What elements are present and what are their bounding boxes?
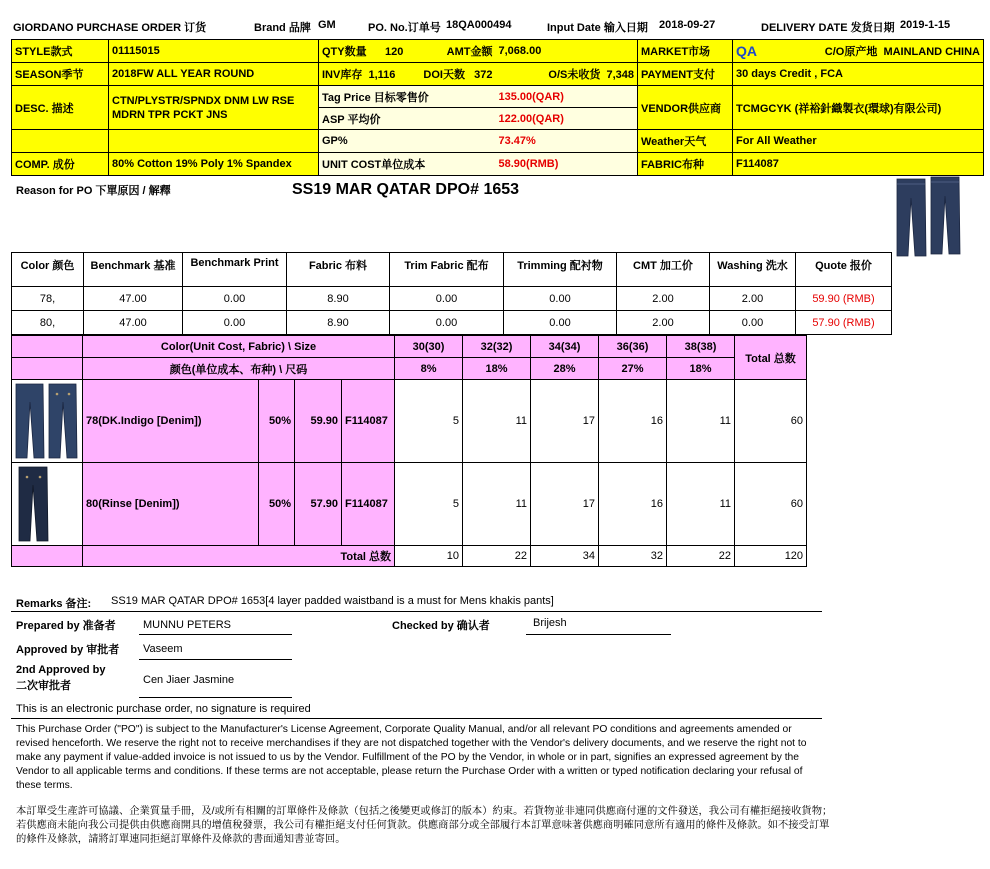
row-78-qty-32: 11 (463, 380, 531, 463)
row-80-pct: 50% (259, 463, 295, 546)
terms-divider (11, 718, 822, 719)
size-ratio-34: 28% (531, 358, 599, 380)
style-value: 01115015 (109, 40, 319, 63)
size-ratio-36: 27% (599, 358, 667, 380)
row-78-color: 78(DK.Indigo [Denim]) (83, 380, 259, 463)
cost-cell-fabric: 8.90 (287, 311, 390, 335)
qty-label: QTY数量 (322, 46, 367, 58)
row-78-qty-36: 16 (599, 380, 667, 463)
unit-cost-label: UNIT COST单位成本 (319, 153, 496, 176)
size-ratio-30: 8% (395, 358, 463, 380)
footer-qty-30: 10 (395, 546, 463, 567)
season-label: SEASON季节 (12, 63, 109, 86)
size-header-line2: 颜色(单位成本、布种) \ 尺码 (83, 358, 395, 380)
amt-value: 7,068.00 (496, 40, 638, 63)
cost-cell-washing: 0.00 (710, 311, 796, 335)
row-78-qty-34: 17 (531, 380, 599, 463)
po-number-label: PO. No.订单号 (368, 22, 441, 34)
size-footer-label: Total 总数 (83, 546, 395, 567)
size-row-78 (12, 380, 807, 463)
cost-row (12, 287, 892, 311)
desc-line-2: MDRN TPR PCKT JNS (112, 108, 228, 121)
row-80-fabric: F114087 (342, 463, 395, 546)
approved2-label-line2: 二次审批者 (16, 680, 71, 692)
remarks-divider (11, 611, 822, 612)
season-value: 2018FW ALL YEAR ROUND (109, 63, 319, 86)
prepared-by-label: Prepared by 准备者 (16, 620, 116, 632)
approved-signature-line (139, 659, 292, 660)
row-78-fabric: F114087 (342, 380, 395, 463)
doi-label: DOI天数 (423, 69, 465, 81)
row-80-total: 60 (735, 463, 807, 546)
size-header-30: 30(30) (395, 336, 463, 358)
checked-by-value: Brijesh (533, 617, 567, 629)
cost-cell-color: 80, (12, 311, 84, 335)
checked-by-label: Checked by 确认者 (392, 620, 490, 632)
row-80-qty-30: 5 (395, 463, 463, 546)
remarks-label: Remarks 备注: (16, 598, 92, 610)
color-80-jeans-image (13, 465, 81, 543)
row-78-qty-30: 5 (395, 380, 463, 463)
input-date-label: Input Date 输入日期 (547, 22, 648, 34)
desc-line-1: CTN/PLYSTR/SPNDX DNM LW RSE (112, 94, 295, 107)
cost-cell-cmt: 2.00 (617, 311, 710, 335)
reason-label: Reason for PO 下單原因 / 解釋 (16, 185, 171, 197)
size-header-line1: Color(Unit Cost, Fabric) \ Size (83, 336, 395, 358)
cost-header-cmt: CMT 加工价 (617, 253, 710, 287)
row-80-color: 80(Rinse [Denim]) (83, 463, 259, 546)
footer-qty-36: 32 (599, 546, 667, 567)
row-80-cost: 57.90 (295, 463, 342, 546)
market-label: MARKET市场 (638, 40, 733, 63)
gp-label: GP% (319, 130, 496, 153)
row-78-cost: 59.90 (295, 380, 342, 463)
cost-row (12, 311, 892, 335)
color-78-jeans-image (13, 382, 81, 460)
cost-header-color: Color 颜色 (12, 253, 84, 287)
size-row-80 (12, 463, 807, 546)
origin-value: MAINLAND CHINA (883, 46, 980, 58)
size-ratio-38: 18% (667, 358, 735, 380)
cost-cell-quote: 59.90 (RMB) (796, 287, 892, 311)
brand-label: Brand 品牌 (254, 22, 311, 34)
product-jeans-image (893, 176, 965, 258)
desc-label: DESC. 描述 (12, 86, 109, 130)
cost-cell-trimming: 0.00 (504, 311, 617, 335)
cost-cell-washing: 2.00 (710, 287, 796, 311)
cost-header-trim-fabric: Trim Fabric 配布 (390, 253, 504, 287)
cost-header-benchmark: Benchmark 基准 (84, 253, 183, 287)
doi-value: 372 (474, 69, 493, 81)
approved2-signature-line (139, 697, 292, 698)
electronic-note: This is an electronic purchase order, no signature is required (16, 703, 311, 715)
cost-cell-benchmark-print: 0.00 (183, 311, 287, 335)
cost-cell-benchmark: 47.00 (84, 311, 183, 335)
po-number-value: 18QA000494 (446, 19, 512, 31)
cost-cell-benchmark: 47.00 (84, 287, 183, 311)
row-78-pct: 50% (259, 380, 295, 463)
remarks-value: SS19 MAR QATAR DPO# 1653[4 layer padded waistband is a must for Mens khakis pants] (111, 595, 554, 607)
vendor-value: TCMGCYK (祥裕針織製衣(環球)有限公司) (733, 86, 984, 130)
size-header-36: 36(36) (599, 336, 667, 358)
fabric-value: F114087 (733, 153, 984, 176)
payment-value: 30 days Credit , FCA (733, 63, 984, 86)
market-value: QA (733, 40, 813, 63)
terms-english: This Purchase Order ("PO") is subject to the Manufacturer's License Agreement, Corporate Quality Manual, and/or all relevant PO conditions and agreements amended or revised henceforth. We reserve the right not to receive merchandises if they are not dispatched together with the Vendor's delivery documents, and we reserve the right not to make any payment if value-added invoice is not issued to us by the Vendor. Fulfillment of the PO by the Vendor, in whole or in part, signifies an expressed agreement by the Vendor to all applicable terms and conditions. If these terms are not acceptable, please return the Purchase Order with a written or typed notification declaring your refusal of these terms. (16, 724, 807, 791)
input-date-value: 2018-09-27 (659, 19, 716, 31)
unit-cost-value: 58.90(RMB) (496, 153, 638, 176)
cost-header-trimming: Trimming 配衬物 (504, 253, 617, 287)
footer-qty-38: 22 (667, 546, 735, 567)
cost-header-benchmark-print: Benchmark Print (183, 253, 287, 287)
tag-price-value: 135.00(QAR) (496, 86, 638, 108)
size-ratio-32: 18% (463, 358, 531, 380)
footer-total: 120 (735, 546, 807, 567)
cost-header-fabric: Fabric 布料 (287, 253, 390, 287)
size-header-32: 32(32) (463, 336, 531, 358)
style-label: STYLE款式 (12, 40, 109, 63)
row-80-qty-32: 11 (463, 463, 531, 546)
origin-label: C/O原产地 (824, 46, 878, 58)
size-header-38: 38(38) (667, 336, 735, 358)
cost-cell-color: 78, (12, 287, 84, 311)
footer-qty-34: 34 (531, 546, 599, 567)
size-breakdown-table (11, 335, 807, 567)
checked-signature-line (526, 634, 671, 635)
os-label: O/S未收货 (548, 69, 601, 81)
weather-value: For All Weather (733, 130, 984, 153)
approved2-label-line1: 2nd Approved by (16, 664, 106, 676)
cost-header-washing: Washing 洗水 (710, 253, 796, 287)
weather-label: Weather天气 (638, 130, 733, 153)
inv-value: 1,116 (368, 69, 396, 81)
comp-label: COMP. 成份 (12, 153, 109, 176)
terms-chinese: 本訂單受生產許可協議、企業質量手冊，及/或所有相關的訂單條件及條款（包括之後變更或修訂的版本）約束。若貨物並非連同供應商付運的文件發送，我公司有權拒絕接收貨物；若供應商未能向我公司提供由供應商開具的增值稅發票，我公司有權拒絕支付任何貨款。供應商部分或全部履行本訂單意味著供應商明確同意所有適用的條件及條款。如不接受訂單的條件及條款，請將訂單連同拒絕訂單條件及條款的書面通知書並寄回。 (16, 806, 833, 845)
document-title: GIORDANO PURCHASE ORDER 订货 (13, 22, 207, 34)
row-80-qty-34: 17 (531, 463, 599, 546)
gp-value: 73.47% (496, 130, 638, 153)
asp-label: ASP 平均价 (319, 108, 496, 130)
row-80-qty-36: 16 (599, 463, 667, 546)
size-header-34: 34(34) (531, 336, 599, 358)
row-78-total: 60 (735, 380, 807, 463)
cost-cell-quote: 57.90 (RMB) (796, 311, 892, 335)
qty-value: 120 (384, 46, 404, 58)
asp-value: 122.00(QAR) (496, 108, 638, 130)
row-78-qty-38: 11 (667, 380, 735, 463)
prepared-signature-line (139, 634, 292, 635)
comp-value: 80% Cotton 19% Poly 1% Spandex (109, 153, 319, 176)
prepared-by-value: MUNNU PETERS (143, 619, 232, 631)
amt-label: AMT金额 (405, 40, 496, 63)
po-info-table (11, 39, 984, 176)
size-total-header: Total 总数 (735, 336, 807, 380)
payment-label: PAYMENT支付 (638, 63, 733, 86)
footer-qty-32: 22 (463, 546, 531, 567)
approved2-value: Cen Jiaer Jasmine (143, 674, 235, 686)
approved-by-value: Vaseem (143, 643, 183, 655)
delivery-date-label: DELIVERY DATE 发货日期 (761, 22, 895, 34)
cost-header-quote: Quote 报价 (796, 253, 892, 287)
po-title: SS19 MAR QATAR DPO# 1653 (292, 181, 520, 198)
fabric-label: FABRIC布种 (638, 153, 733, 176)
cost-cell-fabric: 8.90 (287, 287, 390, 311)
cost-cell-trim-fabric: 0.00 (390, 311, 504, 335)
vendor-label: VENDOR供应商 (638, 86, 733, 130)
row-80-qty-38: 11 (667, 463, 735, 546)
cost-cell-benchmark-print: 0.00 (183, 287, 287, 311)
cost-cell-trim-fabric: 0.00 (390, 287, 504, 311)
cost-breakdown-table (11, 252, 892, 335)
tag-price-label: Tag Price 目标零售价 (319, 86, 496, 108)
brand-value: GM (318, 19, 336, 31)
cost-cell-cmt: 2.00 (617, 287, 710, 311)
approved-by-label: Approved by 审批者 (16, 644, 120, 656)
inv-label: INV库存 (322, 69, 363, 81)
os-value: 7,348 (606, 69, 634, 81)
cost-cell-trimming: 0.00 (504, 287, 617, 311)
delivery-date-value: 2019-1-15 (900, 19, 951, 31)
